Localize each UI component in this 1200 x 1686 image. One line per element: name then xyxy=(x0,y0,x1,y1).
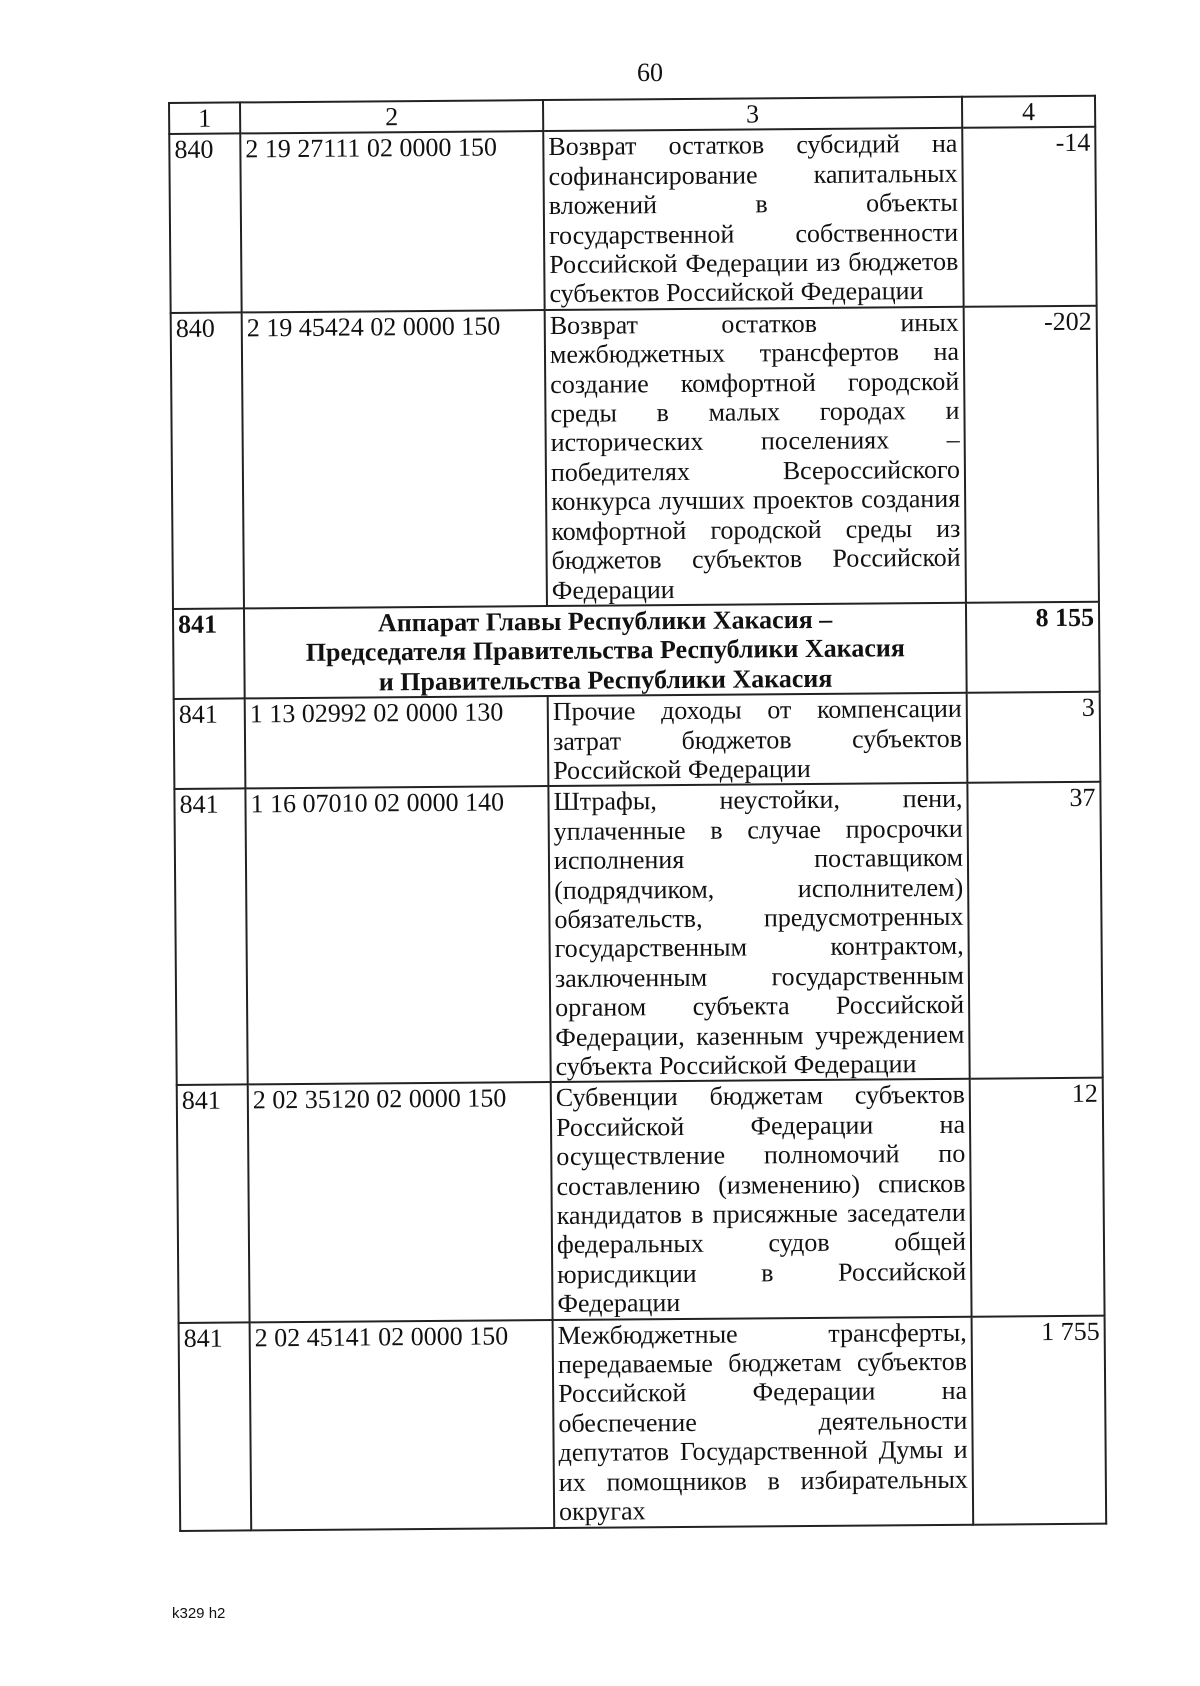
budget-code-cell: 2 02 35120 02 0000 150 xyxy=(248,1082,553,1322)
amount-cell: 12 xyxy=(970,1078,1105,1316)
description-cell: Возврат остатков субсидий на софинансирование капитальных вложений в объекты государственной собственности Российской Федерации из бюджетов субъектов Российской Федерации xyxy=(543,128,963,310)
admin-code-cell: 841 xyxy=(174,789,247,1086)
amount-cell: 3 xyxy=(967,692,1101,783)
budget-code-cell: 1 13 02992 02 0000 130 xyxy=(245,696,549,789)
column-header-1: 1 xyxy=(169,102,240,134)
description-cell: Прочие доходы от компенсации затрат бюджетов субъектов Российской Федерации xyxy=(548,693,968,787)
column-header-3: 3 xyxy=(543,97,962,132)
budget-table xyxy=(168,95,1107,1532)
description-cell: Штрафы, неустойки, пени, уплаченные в случае просрочки исполнения поставщиком (подрядчиком, исполнителем) обязательств, предусмотренных государственным контрактом, заключенным государственным органом субъекта Российской Федерации, казенным учреждением субъекта Российской Федерации xyxy=(548,783,969,1082)
budget-code-cell: 2 19 45424 02 0000 150 xyxy=(242,310,547,608)
amount-cell: -202 xyxy=(964,306,1099,603)
table-row xyxy=(171,306,1099,609)
amount-cell: 1 755 xyxy=(972,1315,1107,1524)
section-total-amount: 8 155 xyxy=(966,602,1100,693)
admin-code-cell: 840 xyxy=(169,134,241,313)
table-row xyxy=(179,1315,1107,1530)
table-row xyxy=(177,1078,1105,1323)
table-row xyxy=(174,782,1102,1085)
column-header-4: 4 xyxy=(962,96,1095,128)
description-cell: Субвенции бюджетам субъектов Российской Федерации на осуществление полномочий по составлению (изменению) списков кандидатов в присяжные заседатели федеральных судов общей юрисдикции в Российской Федерации xyxy=(551,1079,972,1320)
section-title xyxy=(244,603,967,699)
amount-cell: -14 xyxy=(962,127,1096,306)
section-title-line: Председателя Правительства Республики Хакасия xyxy=(305,633,906,668)
admin-code-cell: 841 xyxy=(173,608,245,699)
section-title-line: Аппарат Главы Республики Хакасия – xyxy=(377,604,833,638)
document-sheet xyxy=(168,95,1105,1532)
admin-code-cell: 840 xyxy=(171,312,244,609)
table-row xyxy=(169,127,1096,313)
admin-code-cell: 841 xyxy=(179,1322,252,1530)
admin-code-cell: 841 xyxy=(177,1085,250,1323)
column-header-2: 2 xyxy=(240,100,543,134)
budget-code-cell: 2 02 45141 02 0000 150 xyxy=(250,1320,555,1530)
budget-code-cell: 2 19 27111 02 0000 150 xyxy=(240,131,544,312)
description-cell: Возврат остатков иных межбюджетных трансфертов на создание комфортной городской среды в малых городах и исторических поселениях – победителях Всероссийского конкурса лучших проектов создания комфортной городской среды из бюджетов субъектов Российской Федерации xyxy=(545,307,966,606)
description-cell: Межбюджетные трансферты, передаваемые бюджетам субъектов Российской Федерации на обеспечение деятельности депутатов Государственной Думы и их помощников в избирательных округах xyxy=(553,1316,974,1527)
section-header-row xyxy=(173,602,1100,699)
section-title-line: и Правительства Республики Хакасия xyxy=(378,663,833,697)
admin-code-cell: 841 xyxy=(174,699,246,790)
page-number: 60 xyxy=(637,58,663,87)
document-footer-code: k329 h2 xyxy=(172,1605,226,1622)
amount-cell: 37 xyxy=(967,782,1102,1079)
table-row xyxy=(174,692,1101,789)
budget-code-cell: 1 16 07010 02 0000 140 xyxy=(245,786,550,1084)
